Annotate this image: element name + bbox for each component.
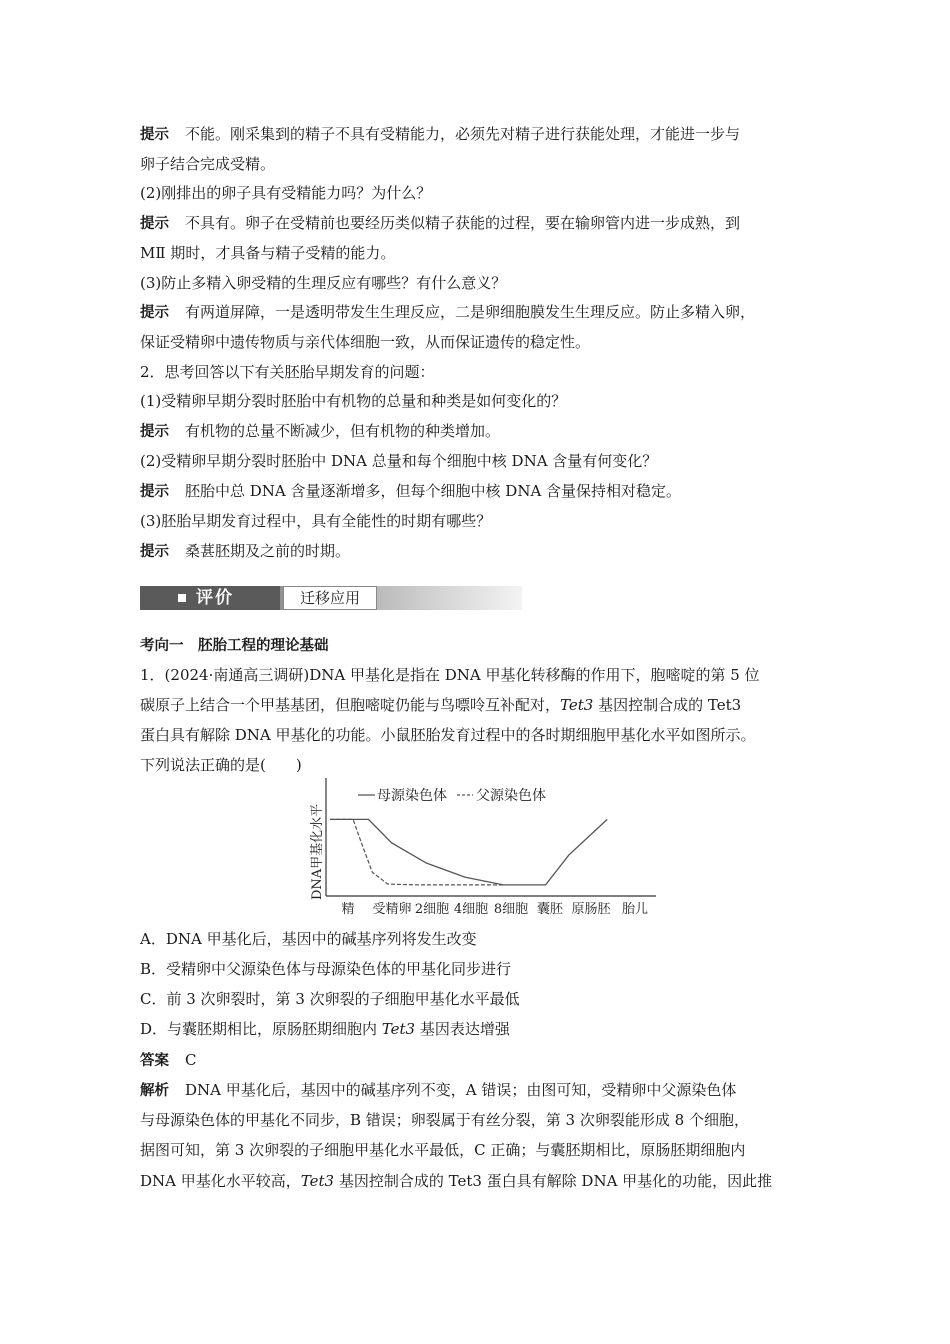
hint-line: 提示 不能。刚采集到的精子不具有受精能力，必须先对精子进行获能处理，才能进一步与 [140,125,741,143]
hint-line: 提示 有机物的总量不断减少，但有机物的种类增加。 [140,422,501,440]
explain-line: DNA 甲基化水平较高，Tet3 基因控制合成的 Tet3 蛋白具有解除 DNA 甲基化的功能，因此推 [140,1172,773,1190]
question-line: (2)受精卵早期分裂时胚胎中 DNA 总量和每个细胞中核 DNA 含量有何变化？ [140,452,658,470]
x-tick-label: 原肠胚 [571,902,611,917]
option-a[interactable]: A．DNA 甲基化后，基因中的碱基序列将发生改变 [140,930,477,948]
answer-line [140,1050,820,1071]
hint-label: 提示 [140,544,169,560]
hint-label: 提示 [140,216,169,232]
question-stem: 碳原子上结合一个甲基基团，但胞嘧啶仍能与鸟嘌呤互补配对，Tet3 基因控制合成的 Tet3 [140,696,742,714]
question-line: (3)防止多精入卵受精的生理反应有哪些？有什么意义？ [140,274,507,292]
legend-label-maternal: 母源染色体 [377,788,447,804]
banner-subtitle: 迁移应用 [283,586,377,610]
square-bullet-icon [178,594,186,602]
answer-value: C [185,1051,197,1069]
explain-label: 解析 [140,1083,169,1099]
y-axis-label: DNA甲基化水平 [310,803,325,900]
explain-line: 据图可知，第 3 次卵裂的子细胞甲基化水平最低，C 正确；与囊胚期相比，原肠胚期细胞内 [140,1141,746,1159]
x-tick-label: 受精卵 [372,902,412,917]
explain-line: 与母源染色体的甲基化不同步，B 错误；卵裂属于有丝分裂，第 3 次卵裂能形成 8 个细胞， [140,1111,749,1129]
hint-line: 提示 桑葚胚期及之前的时期。 [140,542,351,560]
direction-heading: 考向一 胚胎工程的理论基础 [140,638,329,654]
gene-name: Tet3 [560,696,594,714]
answer-label: 答案 [140,1053,169,1069]
x-tick-label: 精 [341,902,355,917]
methylation-chart [310,778,670,918]
question-line: (2)刚排出的卵子具有受精能力吗？为什么？ [140,184,432,202]
x-tick-label: 胎儿 [621,902,649,917]
question-line: (1)受精卵早期分裂时胚胎中有机物的总量和种类是如何变化的？ [140,392,567,410]
hint-label: 提示 [140,484,169,500]
hint-label: 提示 [140,424,169,440]
option-d[interactable]: D．与囊胚期相比，原肠胚期细胞内 Tet3 基因表达增强 [140,1020,510,1038]
hint-line: 提示 有两道屏障，一是透明带发生生理反应，二是卵细胞膜发生生理反应。防止多精入卵， [140,303,756,321]
question-line: (3)胚胎早期发育过程中，具有全能性的时期有哪些？ [140,512,492,530]
question-stem: 蛋白具有解除 DNA 甲基化的功能。小鼠胚胎发育过程中的各时期细胞甲基化水平如图所示。 [140,726,756,744]
series-maternal-line [330,819,607,885]
banner-title: 评价 [196,588,234,608]
gene-name: Tet3 [381,1020,416,1038]
x-tick-label: 囊胚 [536,902,564,917]
hint-label: 提示 [140,305,169,321]
question-stem: 1．(2024·南通高三调研)DNA 甲基化是指在 DNA 甲基化转移酶的作用下，胞嘧啶的第 5 位 [140,666,760,684]
option-c[interactable]: C．前 3 次卵裂时，第 3 次卵裂的子细胞甲基化水平最低 [140,990,520,1008]
section-line: 2．思考回答以下有关胚胎早期发育的问题： [140,363,435,381]
section-banner [140,582,522,612]
hint-line: 提示 胚胎中总 DNA 含量逐渐增多，但每个细胞中核 DNA 含量保持相对稳定。 [140,482,682,500]
x-tick-label: 4细胞 [453,902,489,917]
series-paternal-line [330,819,503,885]
text-line: 保证受精卵中遗传物质与亲代体细胞一致，从而保证遗传的稳定性。 [140,333,591,351]
x-tick-label: 8细胞 [493,902,529,917]
hint-line: 提示 不具有。卵子在受精前也要经历类似精子获能的过程，要在输卵管内进一步成熟，到 [140,214,741,232]
x-tick-label: 2细胞 [414,902,450,917]
option-b[interactable]: B．受精卵中父源染色体与母源染色体的甲基化同步进行 [140,960,512,978]
legend-label-paternal: 父源染色体 [476,788,546,804]
hint-label: 提示 [140,127,169,143]
explain-line: 解析 DNA 甲基化后，基因中的碱基序列不变，A 错误；由图可知，受精卵中父源染色体 [140,1081,737,1099]
x-tick-labels [341,901,648,917]
gene-name: Tet3 [300,1172,335,1190]
text-line: MⅡ 期时，才具备与精子受精的能力。 [140,244,396,262]
question-stem: 下列说法正确的是( ) [140,756,302,774]
text-line: 卵子结合完成受精。 [140,155,276,173]
